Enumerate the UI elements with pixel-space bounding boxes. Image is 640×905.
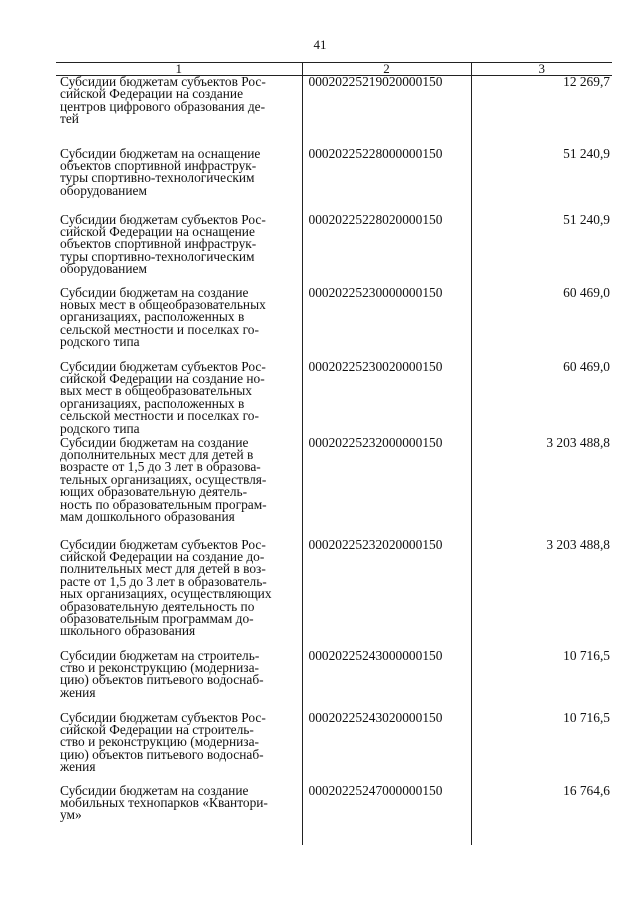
- revenue-table: [56, 62, 612, 845]
- row-amount-cell: 60 469,0: [471, 361, 612, 437]
- row-name-line: Субсидии бюджетам субъектов Рос-: [60, 709, 266, 725]
- row-code-cell: 00020225232020000150: [302, 539, 471, 650]
- column-header-1: 1: [56, 63, 302, 76]
- row-name-cell: [56, 358, 302, 437]
- row-amount-cell: 51 240,9: [471, 148, 612, 214]
- row-name-line: полнительных мест для детей в воз-: [60, 561, 266, 577]
- row-name-line: Субсидии бюджетам на создание: [60, 434, 249, 450]
- row-name-line: организациях, расположенных в: [60, 309, 245, 325]
- row-name-line: жения: [60, 684, 96, 700]
- row-name-line: школьного образования: [60, 623, 196, 639]
- column-header-2: 2: [302, 63, 471, 76]
- table-row: [56, 785, 612, 845]
- row-name-cell: [56, 709, 302, 785]
- row-name-line: ство и реконструкцию (модерниза-: [60, 734, 259, 750]
- row-name-line: сийской Федерации на строитель-: [60, 721, 254, 737]
- row-name-line: объектов спортивной инфраструк-: [60, 236, 257, 252]
- table-row: [56, 361, 612, 437]
- table-row: [56, 437, 612, 539]
- row-name-line: ющих образовательную деятель-: [60, 484, 248, 500]
- row-name-line: мобильных технопарков «Квантори-: [60, 794, 268, 810]
- row-name-line: организациях, расположенных в: [60, 395, 245, 411]
- row-amount-cell: 16 764,6: [471, 785, 612, 845]
- row-name-line: сийской Федерации на оснащение: [60, 223, 255, 239]
- row-name-line: Субсидии бюджетам субъектов Рос-: [60, 74, 266, 89]
- row-name-line: центров цифрового образования де-: [60, 98, 266, 114]
- row-code-cell: 00020225247000000150: [302, 785, 471, 845]
- table-row: [56, 148, 612, 214]
- row-name-line: ство и реконструкцию (модерниза-: [60, 659, 259, 675]
- row-name-line: образовательную деятельность по: [60, 598, 255, 614]
- row-name-line: цию) объектов питьевого водоснаб-: [60, 746, 264, 762]
- row-name-line: дополнительных мест для детей в: [60, 446, 254, 462]
- row-code-cell: 00020225228020000150: [302, 214, 471, 287]
- row-name-line: жения: [60, 759, 96, 775]
- row-amount-cell: 3 203 488,8: [471, 539, 612, 650]
- row-name-line: Субсидии бюджетам на строитель-: [60, 647, 260, 663]
- row-name-line: мам дошкольного образования: [60, 508, 235, 524]
- row-name-line: тей: [60, 111, 79, 127]
- row-name-line: возрасте от 1,5 до 3 лет в образова-: [60, 459, 261, 475]
- row-name-line: Субсидии бюджетам субъектов Рос-: [60, 358, 266, 374]
- row-name-line: сийской Федерации на создание до-: [60, 548, 265, 564]
- row-name-line: ность по образовательным програм-: [60, 496, 267, 512]
- row-name-line: Субсидии бюджетам субъектов Рос-: [60, 211, 266, 227]
- row-name-line: Субсидии бюджетам на создание: [60, 782, 249, 798]
- row-name-line: туры спортивно-технологическим: [60, 170, 255, 186]
- row-amount-cell: 51 240,9: [471, 214, 612, 287]
- row-code-cell: 00020225243000000150: [302, 650, 471, 712]
- table-row: [56, 214, 612, 287]
- row-name-line: сельской местности и поселках го-: [60, 408, 259, 424]
- page-number: 41: [313, 37, 327, 52]
- table-row: [56, 287, 612, 361]
- table-body: [56, 76, 612, 845]
- row-name-line: оборудованием: [60, 182, 147, 198]
- row-name-line: родского типа: [60, 334, 140, 350]
- row-name-line: Субсидии бюджетам субъектов Рос-: [60, 536, 266, 552]
- row-name-line: расте от 1,5 до 3 лет в образователь-: [60, 573, 267, 589]
- row-amount-cell: 3 203 488,8: [471, 437, 612, 539]
- row-name-line: образовательным программам до-: [60, 610, 254, 626]
- table-row: [56, 650, 612, 712]
- row-code-cell: 00020225230020000150: [302, 361, 471, 437]
- row-name-line: цию) объектов питьевого водоснаб-: [60, 672, 264, 688]
- row-amount-cell: 60 469,0: [471, 287, 612, 361]
- row-name-cell: [56, 434, 302, 539]
- row-code-cell: 00020225228000000150: [302, 148, 471, 214]
- row-name-cell: [56, 536, 302, 650]
- table-row: [56, 712, 612, 785]
- row-amount-cell: 10 716,5: [471, 712, 612, 785]
- row-name-cell: [56, 145, 302, 214]
- row-name-cell: [56, 211, 302, 287]
- row-name-line: новых мест в общеобразовательных: [60, 296, 266, 312]
- row-code-cell: 00020225243020000150: [302, 712, 471, 785]
- table-row: [56, 539, 612, 650]
- row-name-line: сийской Федерации на создание но-: [60, 370, 265, 386]
- row-name-line: сельской местности и поселках го-: [60, 321, 259, 337]
- row-name-line: ум»: [60, 807, 82, 823]
- row-name-line: объектов спортивной инфраструк-: [60, 157, 257, 173]
- row-name-line: Субсидии бюджетам на создание: [60, 284, 249, 300]
- row-name-cell: [56, 76, 302, 148]
- row-code-cell: 00020225219020000150: [302, 76, 471, 148]
- row-name-line: вых мест в общеобразовательных: [60, 383, 252, 399]
- row-name-line: сийской Федерации на создание: [60, 86, 244, 102]
- row-amount-cell: 12 269,7: [471, 76, 612, 148]
- row-name-line: ных организациях, осуществляющих: [60, 586, 272, 602]
- row-name-cell: [56, 647, 302, 712]
- row-name-line: тельных организациях, осуществля-: [60, 471, 267, 487]
- row-name-line: оборудованием: [60, 261, 147, 277]
- row-code-cell: 00020225232000000150: [302, 437, 471, 539]
- column-header-3: 3: [471, 63, 612, 76]
- row-name-line: туры спортивно-технологическим: [60, 248, 255, 264]
- row-name-cell: [56, 782, 302, 845]
- row-amount-cell: 10 716,5: [471, 650, 612, 712]
- row-code-cell: 00020225230000000150: [302, 287, 471, 361]
- row-name-cell: [56, 284, 302, 361]
- row-name-line: родского типа: [60, 420, 140, 436]
- table-row: [56, 76, 612, 148]
- row-name-line: Субсидии бюджетам на оснащение: [60, 145, 261, 161]
